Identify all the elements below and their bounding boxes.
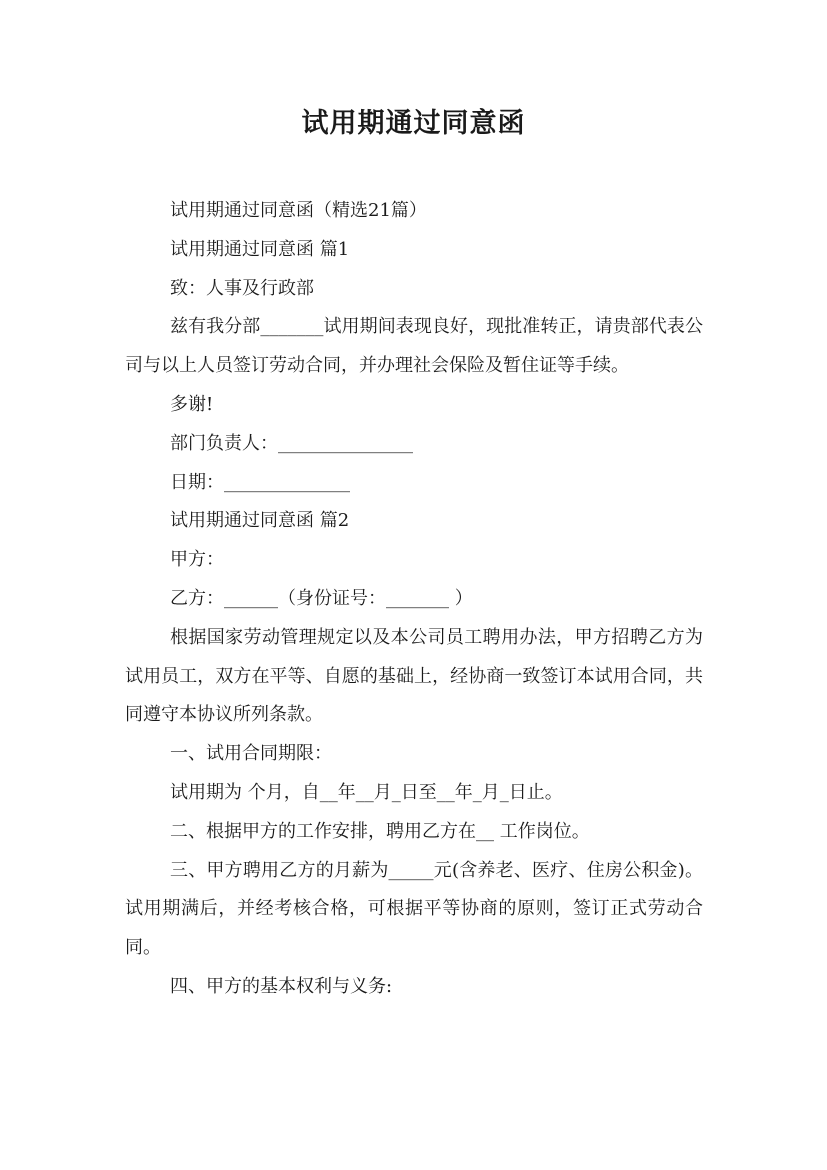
paragraph-date: 日期：______________ (170, 471, 350, 493)
paragraph-clause-1-heading: 一、试用合同期限： (170, 743, 332, 765)
paragraph-recipient: 致：人事及行政部 (170, 277, 314, 299)
paragraph-clause-1-period: 试用期为 个月，自__年__月_日至__年_月_日止。 (170, 781, 563, 803)
paragraph-subtitle: 试用期通过同意函（精选21篇） (170, 200, 427, 221)
paragraph-party-a: 甲方： (170, 549, 224, 571)
paragraph-contract-intro: 根据国家劳动管理规定以及本公司员工聘用办法，甲方招聘乙方为试用员工，双方在平等、自愿的基础上，经协商一致签订本试用合同，共同遵守本协议所列条款。 (125, 626, 703, 726)
paragraph-section-1-heading: 试用期通过同意函 篇1 (170, 238, 350, 260)
paragraph-thanks: 多谢! (170, 393, 214, 415)
paragraph-section-2-heading: 试用期通过同意函 篇2 (170, 510, 350, 532)
paragraph-party-b: 乙方：______（身份证号：_______ ） (170, 587, 473, 609)
document-title: 试用期通过同意函 (301, 108, 526, 139)
paragraph-clause-3: 三、甲方聘用乙方的月薪为_____元(含养老、医疗、住房公积金)。试用期满后，并经考核合格，可根据平等协商的原则，签订正式劳动合同。 (125, 859, 703, 959)
paragraph-approval-body: 兹有我分部_______试用期间表现良好，现批准转正，请贵部代表公司与以上人员签订劳动合同，并办理社会保险及暂住证等手续。 (125, 316, 703, 377)
paragraph-clause-2: 二、根据甲方的工作安排，聘用乙方在__ 工作岗位。 (170, 820, 590, 842)
paragraph-department-head: 部门负责人：_______________ (170, 432, 413, 454)
document-body (125, 192, 703, 1007)
paragraph-clause-4-heading: 四、甲方的基本权利与义务: (170, 975, 393, 997)
